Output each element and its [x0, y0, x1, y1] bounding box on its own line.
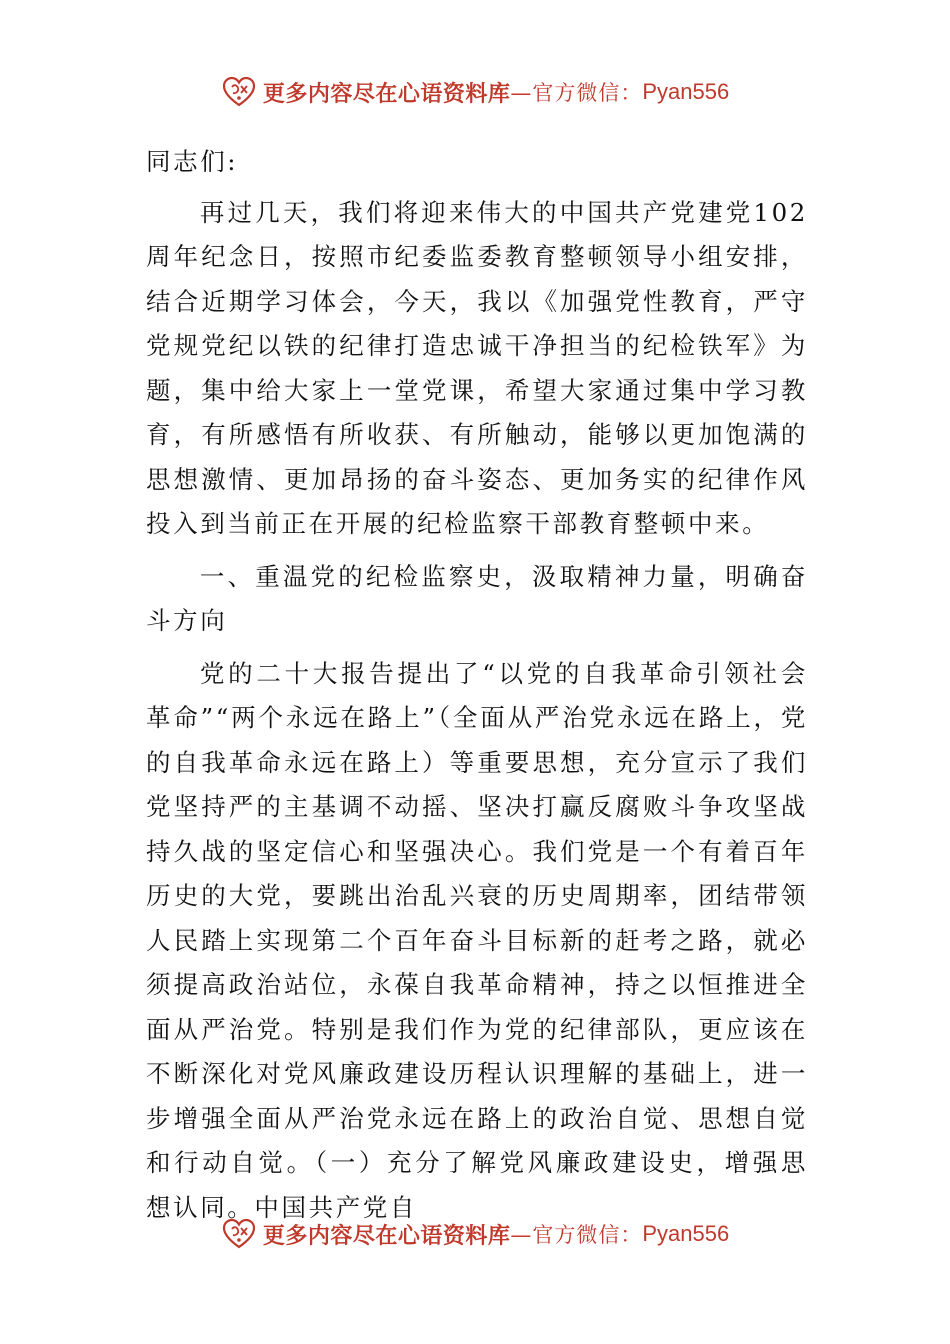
heart-logo-icon: [221, 74, 257, 110]
heart-logo-icon: [221, 1216, 257, 1252]
section-heading-1: 一、重温党的纪检监察史，汲取精神力量，明确奋斗方向: [146, 561, 808, 635]
watermark-banner-bottom: [0, 1212, 950, 1256]
document-body: [146, 140, 808, 1230]
watermark-banner-top: [0, 70, 950, 114]
watermark-sub-text: —官方微信：: [510, 1223, 643, 1247]
watermark-wechat-id: Pyan556: [642, 79, 730, 104]
watermark-main-text: 更多内容尽在心语资料库: [262, 80, 511, 107]
paragraph-body: 党的二十大报告提出了“以党的自我革命引领社会革命”“两个永远在路上”（全面从严治党永远在路上，党的自我革命永远在路上）等重要思想，充分宣示了我们党坚持严的主基调不动摇、坚决打赢反腐败斗争攻坚战持久战的坚定信心和坚强决心。我们党是一个有着百年历史的大党，要跳出治乱兴衰的历史周期率，团结带领人民踏上实现第二个百年奋斗目标新的赶考之路，就必须提高政治站位，永葆自我革命精神，持之以恒推进全面从严治党。特别是我们作为党的纪律部队，更应该在不断深化对党风廉政建设历程认识理解的基础上，进一步增强全面从严治党永远在路上的政治自觉、思想自觉和行动自觉。（一）充分了解党风廉政建设史，增强思想认同。中国共产党自: [146, 658, 808, 1222]
watermark-wechat-id: Pyan556: [642, 1221, 730, 1246]
watermark-main-text: 更多内容尽在心语资料库: [262, 1222, 511, 1249]
watermark-sub-text: —官方微信：: [510, 81, 643, 105]
greeting: 同志们:: [146, 147, 239, 176]
paragraph-intro: 再过几天，我们将迎来伟大的中国共产党建党102周年纪念日，按照市纪委监委教育整顿领导小组安排，结合近期学习体会，今天，我以《加强党性教育，严守党规党纪以铁的纪律打造忠诚干净担当的纪检铁军》为题，集中给大家上一堂党课，希望大家通过集中学习教育，有所感悟有所收获、有所触动，能够以更加饱满的思想激情、更加昂扬的奋斗姿态、更加务实的纪律作风投入到当前正在开展的纪检监察干部教育整顿中来。: [146, 197, 808, 538]
